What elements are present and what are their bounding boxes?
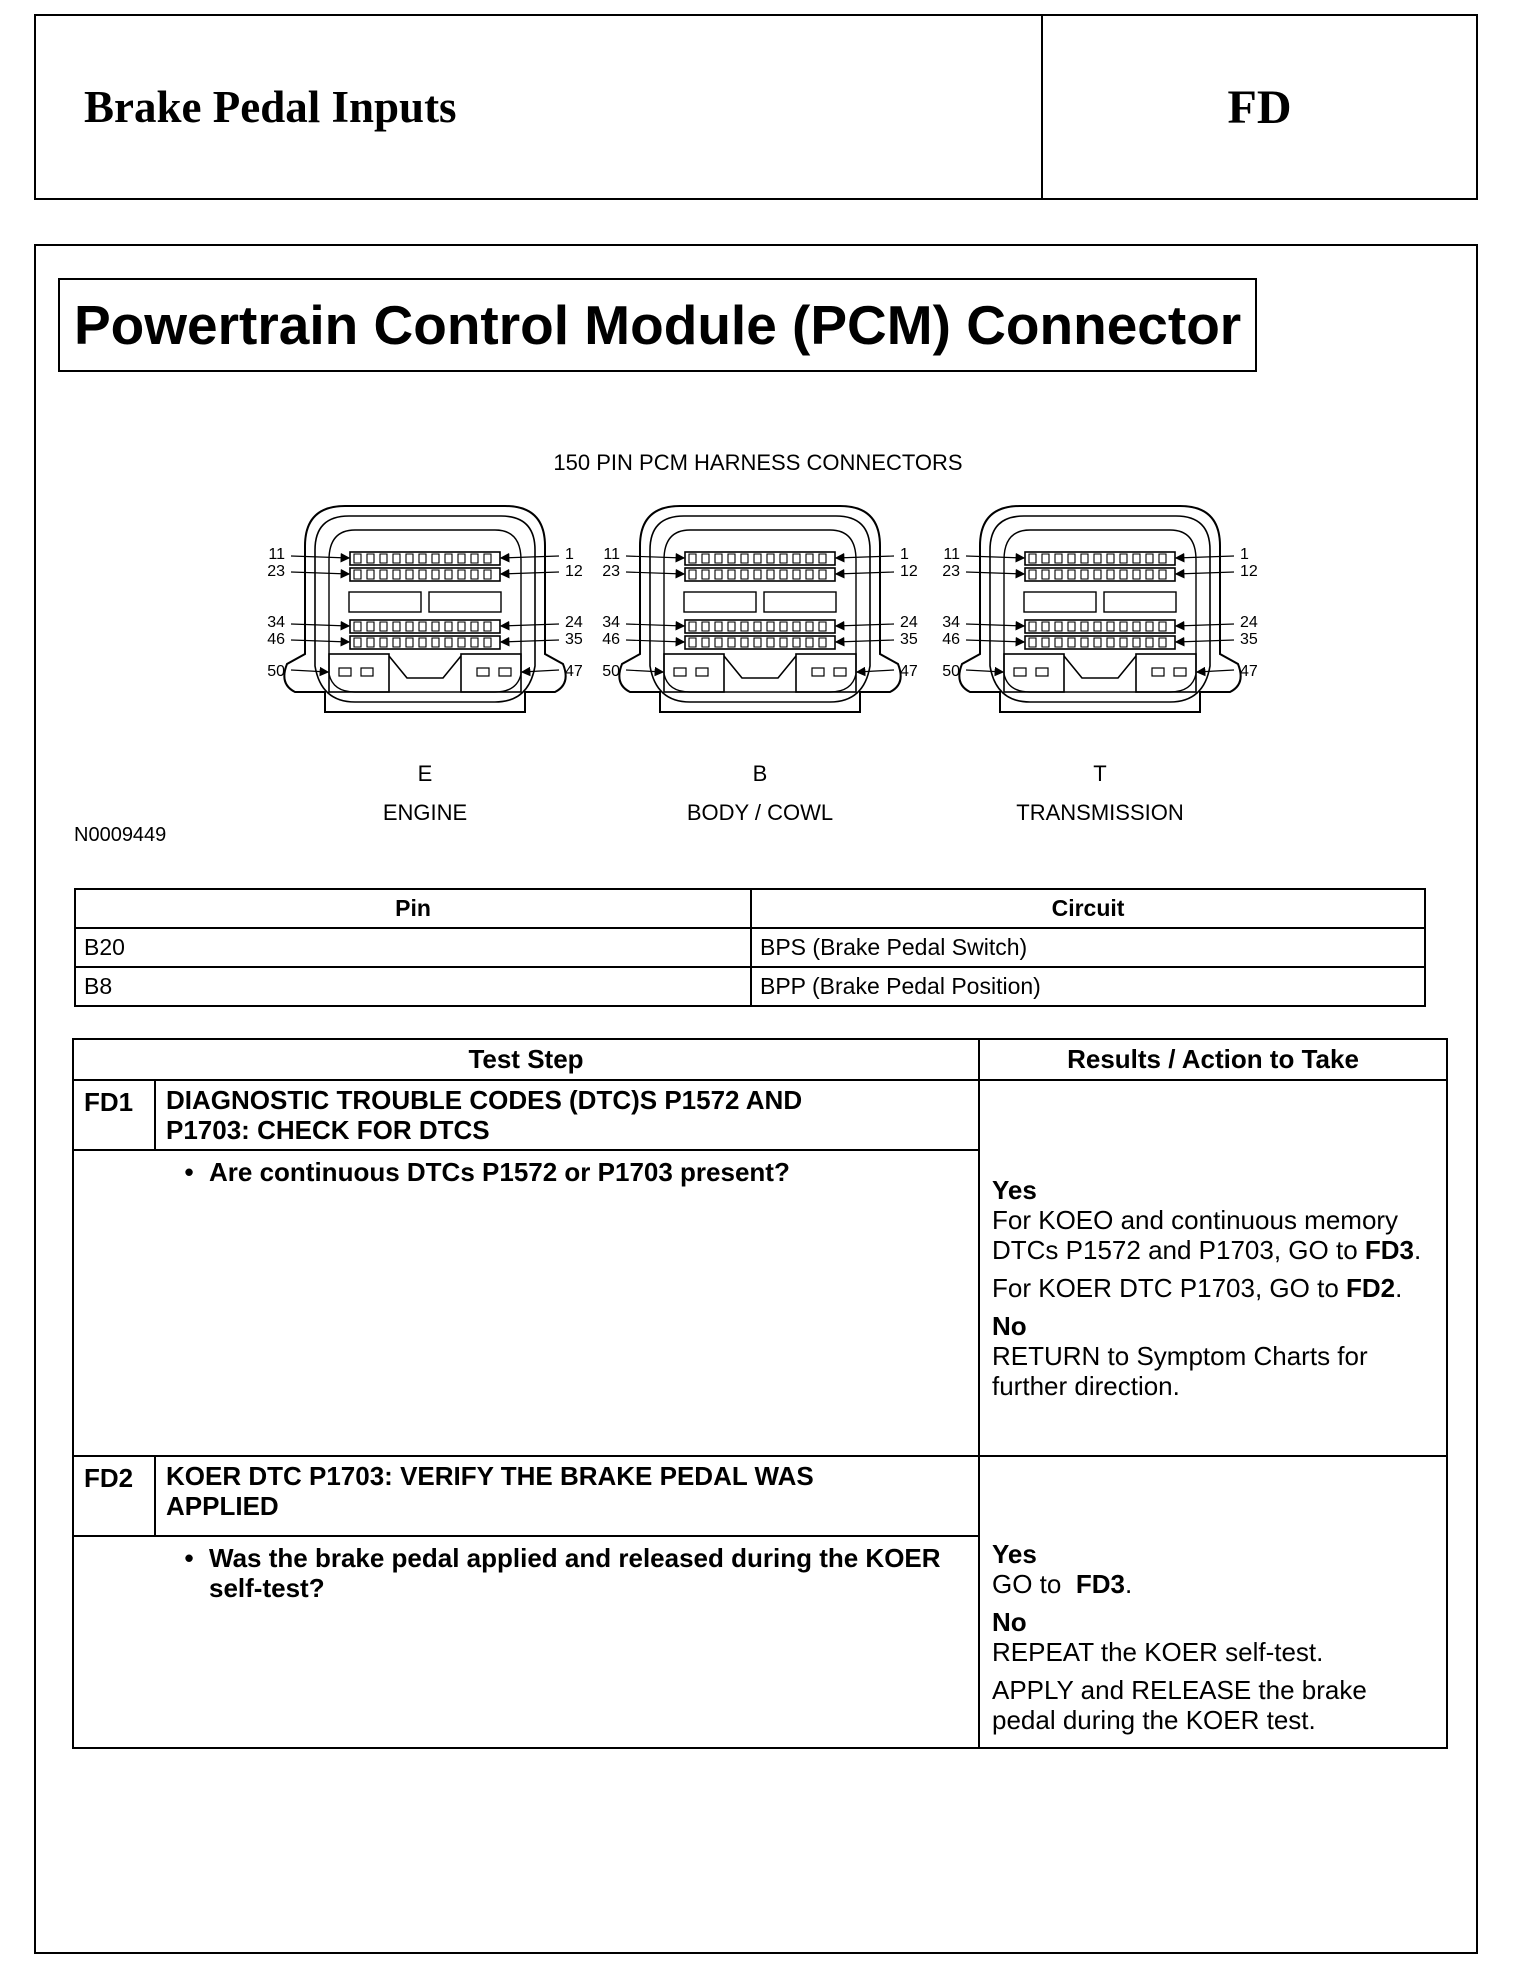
pin-label: 12 bbox=[900, 563, 918, 580]
pcm-connector-diagram bbox=[36, 436, 1476, 836]
column-header-circuit: Circuit bbox=[751, 889, 1425, 928]
circuit-cell: BPS (Brake Pedal Switch) bbox=[751, 928, 1425, 967]
connector-transmission bbox=[942, 506, 1258, 825]
step-results bbox=[979, 1456, 1447, 1748]
pin-label: 34 bbox=[267, 614, 285, 631]
step-title-line: P1703: CHECK FOR DTCS bbox=[166, 1115, 490, 1145]
pin-label: 50 bbox=[602, 663, 620, 680]
question-text: Are continuous DTCs P1572 or P1703 present? bbox=[209, 1157, 790, 1187]
pin-label: 1 bbox=[900, 546, 909, 563]
yes-action bbox=[992, 1205, 1436, 1265]
pin-circuit-table bbox=[74, 888, 1426, 1007]
step-question bbox=[155, 1536, 979, 1748]
pin-label: 23 bbox=[942, 563, 960, 580]
page-header bbox=[34, 14, 1478, 200]
pin-label: 35 bbox=[565, 631, 583, 648]
step-title-line: KOER DTC P1703: VERIFY THE BRAKE PEDAL WAS bbox=[166, 1461, 814, 1491]
no-result bbox=[992, 1311, 1436, 1401]
yes-result bbox=[992, 1175, 1436, 1265]
pin-label: 46 bbox=[942, 631, 960, 648]
connector-letter: T bbox=[1093, 761, 1107, 786]
period: . bbox=[1414, 1235, 1422, 1265]
step-title bbox=[155, 1080, 979, 1150]
section-title: Powertrain Control Module (PCM) Connector bbox=[58, 278, 1257, 372]
connector-letter: B bbox=[752, 761, 768, 786]
step-title-line: APPLIED bbox=[166, 1491, 279, 1521]
circuit-cell: BPP (Brake Pedal Position) bbox=[751, 967, 1425, 1006]
period: . bbox=[1395, 1273, 1403, 1303]
step-id: FD1 bbox=[73, 1080, 155, 1150]
period: . bbox=[1124, 1569, 1133, 1599]
yes-action bbox=[992, 1569, 1436, 1599]
step-title-row bbox=[73, 1080, 1447, 1150]
step-id-empty bbox=[73, 1536, 155, 1748]
pin-label: 34 bbox=[602, 614, 620, 631]
step-question bbox=[155, 1150, 979, 1456]
yes-result-alt bbox=[992, 1273, 1436, 1303]
pin-label: 47 bbox=[900, 663, 918, 680]
action-text: For KOEO and continuous memory DTCs P1572 and P1703, GO to bbox=[992, 1205, 1399, 1265]
pin-label: 34 bbox=[942, 614, 960, 631]
pin-label: 24 bbox=[565, 614, 583, 631]
action-text: For KOER DTC P1703, GO to bbox=[992, 1273, 1346, 1303]
connector-body-cowl bbox=[602, 506, 918, 825]
no-action: REPEAT the KOER self-test. bbox=[992, 1637, 1324, 1667]
pin-label: 11 bbox=[603, 546, 620, 563]
no-action: RETURN to Symptom Charts for further direction. bbox=[992, 1341, 1368, 1401]
no-label: No bbox=[992, 1607, 1027, 1637]
yes-result bbox=[992, 1539, 1436, 1599]
column-header-pin: Pin bbox=[75, 889, 751, 928]
pin-label: 1 bbox=[565, 546, 574, 563]
connector-name: ENGINE bbox=[382, 800, 468, 825]
connector-engine bbox=[267, 506, 583, 825]
header-section-code: FD bbox=[1227, 80, 1292, 134]
pin-label: 47 bbox=[565, 663, 583, 680]
connector-letter: E bbox=[417, 761, 433, 786]
pin-label: 11 bbox=[268, 546, 285, 563]
step-title-row bbox=[73, 1456, 1447, 1536]
connector-name: TRANSMISSION bbox=[1016, 800, 1184, 825]
no-label: No bbox=[992, 1311, 1027, 1341]
connector-name: BODY / COWL bbox=[686, 800, 834, 825]
step-title-line: DIAGNOSTIC TROUBLE CODES (DTC)S P1572 AND bbox=[166, 1085, 803, 1115]
pin-label: 23 bbox=[267, 563, 285, 580]
header-title: Brake Pedal Inputs bbox=[36, 16, 1043, 198]
table-header-row bbox=[73, 1039, 1447, 1080]
pin-label: 1 bbox=[1240, 546, 1249, 563]
yes-action bbox=[992, 1273, 1436, 1303]
pin-label: 46 bbox=[602, 631, 620, 648]
yes-label: Yes bbox=[992, 1175, 1037, 1205]
step-results bbox=[979, 1080, 1447, 1456]
pin-label: 46 bbox=[267, 631, 285, 648]
table-row bbox=[75, 928, 1425, 967]
no-action: APPLY and RELEASE the brake pedal during the KOER test. bbox=[992, 1675, 1367, 1735]
step-id: FD2 bbox=[73, 1456, 155, 1536]
test-step-table bbox=[72, 1038, 1448, 1749]
pin-label: 12 bbox=[1240, 563, 1258, 580]
pin-label: 24 bbox=[900, 614, 918, 631]
step-id-empty bbox=[73, 1150, 155, 1456]
action-text: GO to bbox=[992, 1569, 1076, 1599]
column-header-test-step: Test Step bbox=[73, 1039, 979, 1080]
pin-label: 11 bbox=[943, 546, 960, 563]
pin-label: 12 bbox=[565, 563, 583, 580]
no-result bbox=[992, 1607, 1436, 1667]
content-panel bbox=[34, 244, 1478, 1954]
diagram-caption: 150 PIN PCM HARNESS CONNECTORS bbox=[553, 450, 963, 475]
bullet-icon: • bbox=[184, 1157, 194, 1187]
bullet-icon: • bbox=[184, 1543, 194, 1573]
figure-id: N0009449 bbox=[74, 824, 167, 846]
pin-label: 24 bbox=[1240, 614, 1258, 631]
pin-cell: B8 bbox=[75, 967, 751, 1006]
question-text: Was the brake pedal applied and released during the KOER self-test? bbox=[209, 1543, 941, 1603]
pin-label: 23 bbox=[602, 563, 620, 580]
step-title bbox=[155, 1456, 979, 1536]
column-header-results: Results / Action to Take bbox=[979, 1039, 1447, 1080]
step-reference: FD3 bbox=[1075, 1569, 1125, 1599]
pin-label: 35 bbox=[900, 631, 918, 648]
step-reference: FD2 bbox=[1346, 1273, 1396, 1303]
pin-label: 35 bbox=[1240, 631, 1258, 648]
pin-label: 50 bbox=[267, 663, 285, 680]
pin-cell: B20 bbox=[75, 928, 751, 967]
pin-label: 50 bbox=[942, 663, 960, 680]
pin-label: 47 bbox=[1240, 663, 1258, 680]
table-row bbox=[75, 967, 1425, 1006]
yes-label: Yes bbox=[992, 1539, 1037, 1569]
step-reference: FD3 bbox=[1364, 1235, 1414, 1265]
table-header-row bbox=[75, 889, 1425, 928]
no-result-alt bbox=[992, 1675, 1436, 1735]
